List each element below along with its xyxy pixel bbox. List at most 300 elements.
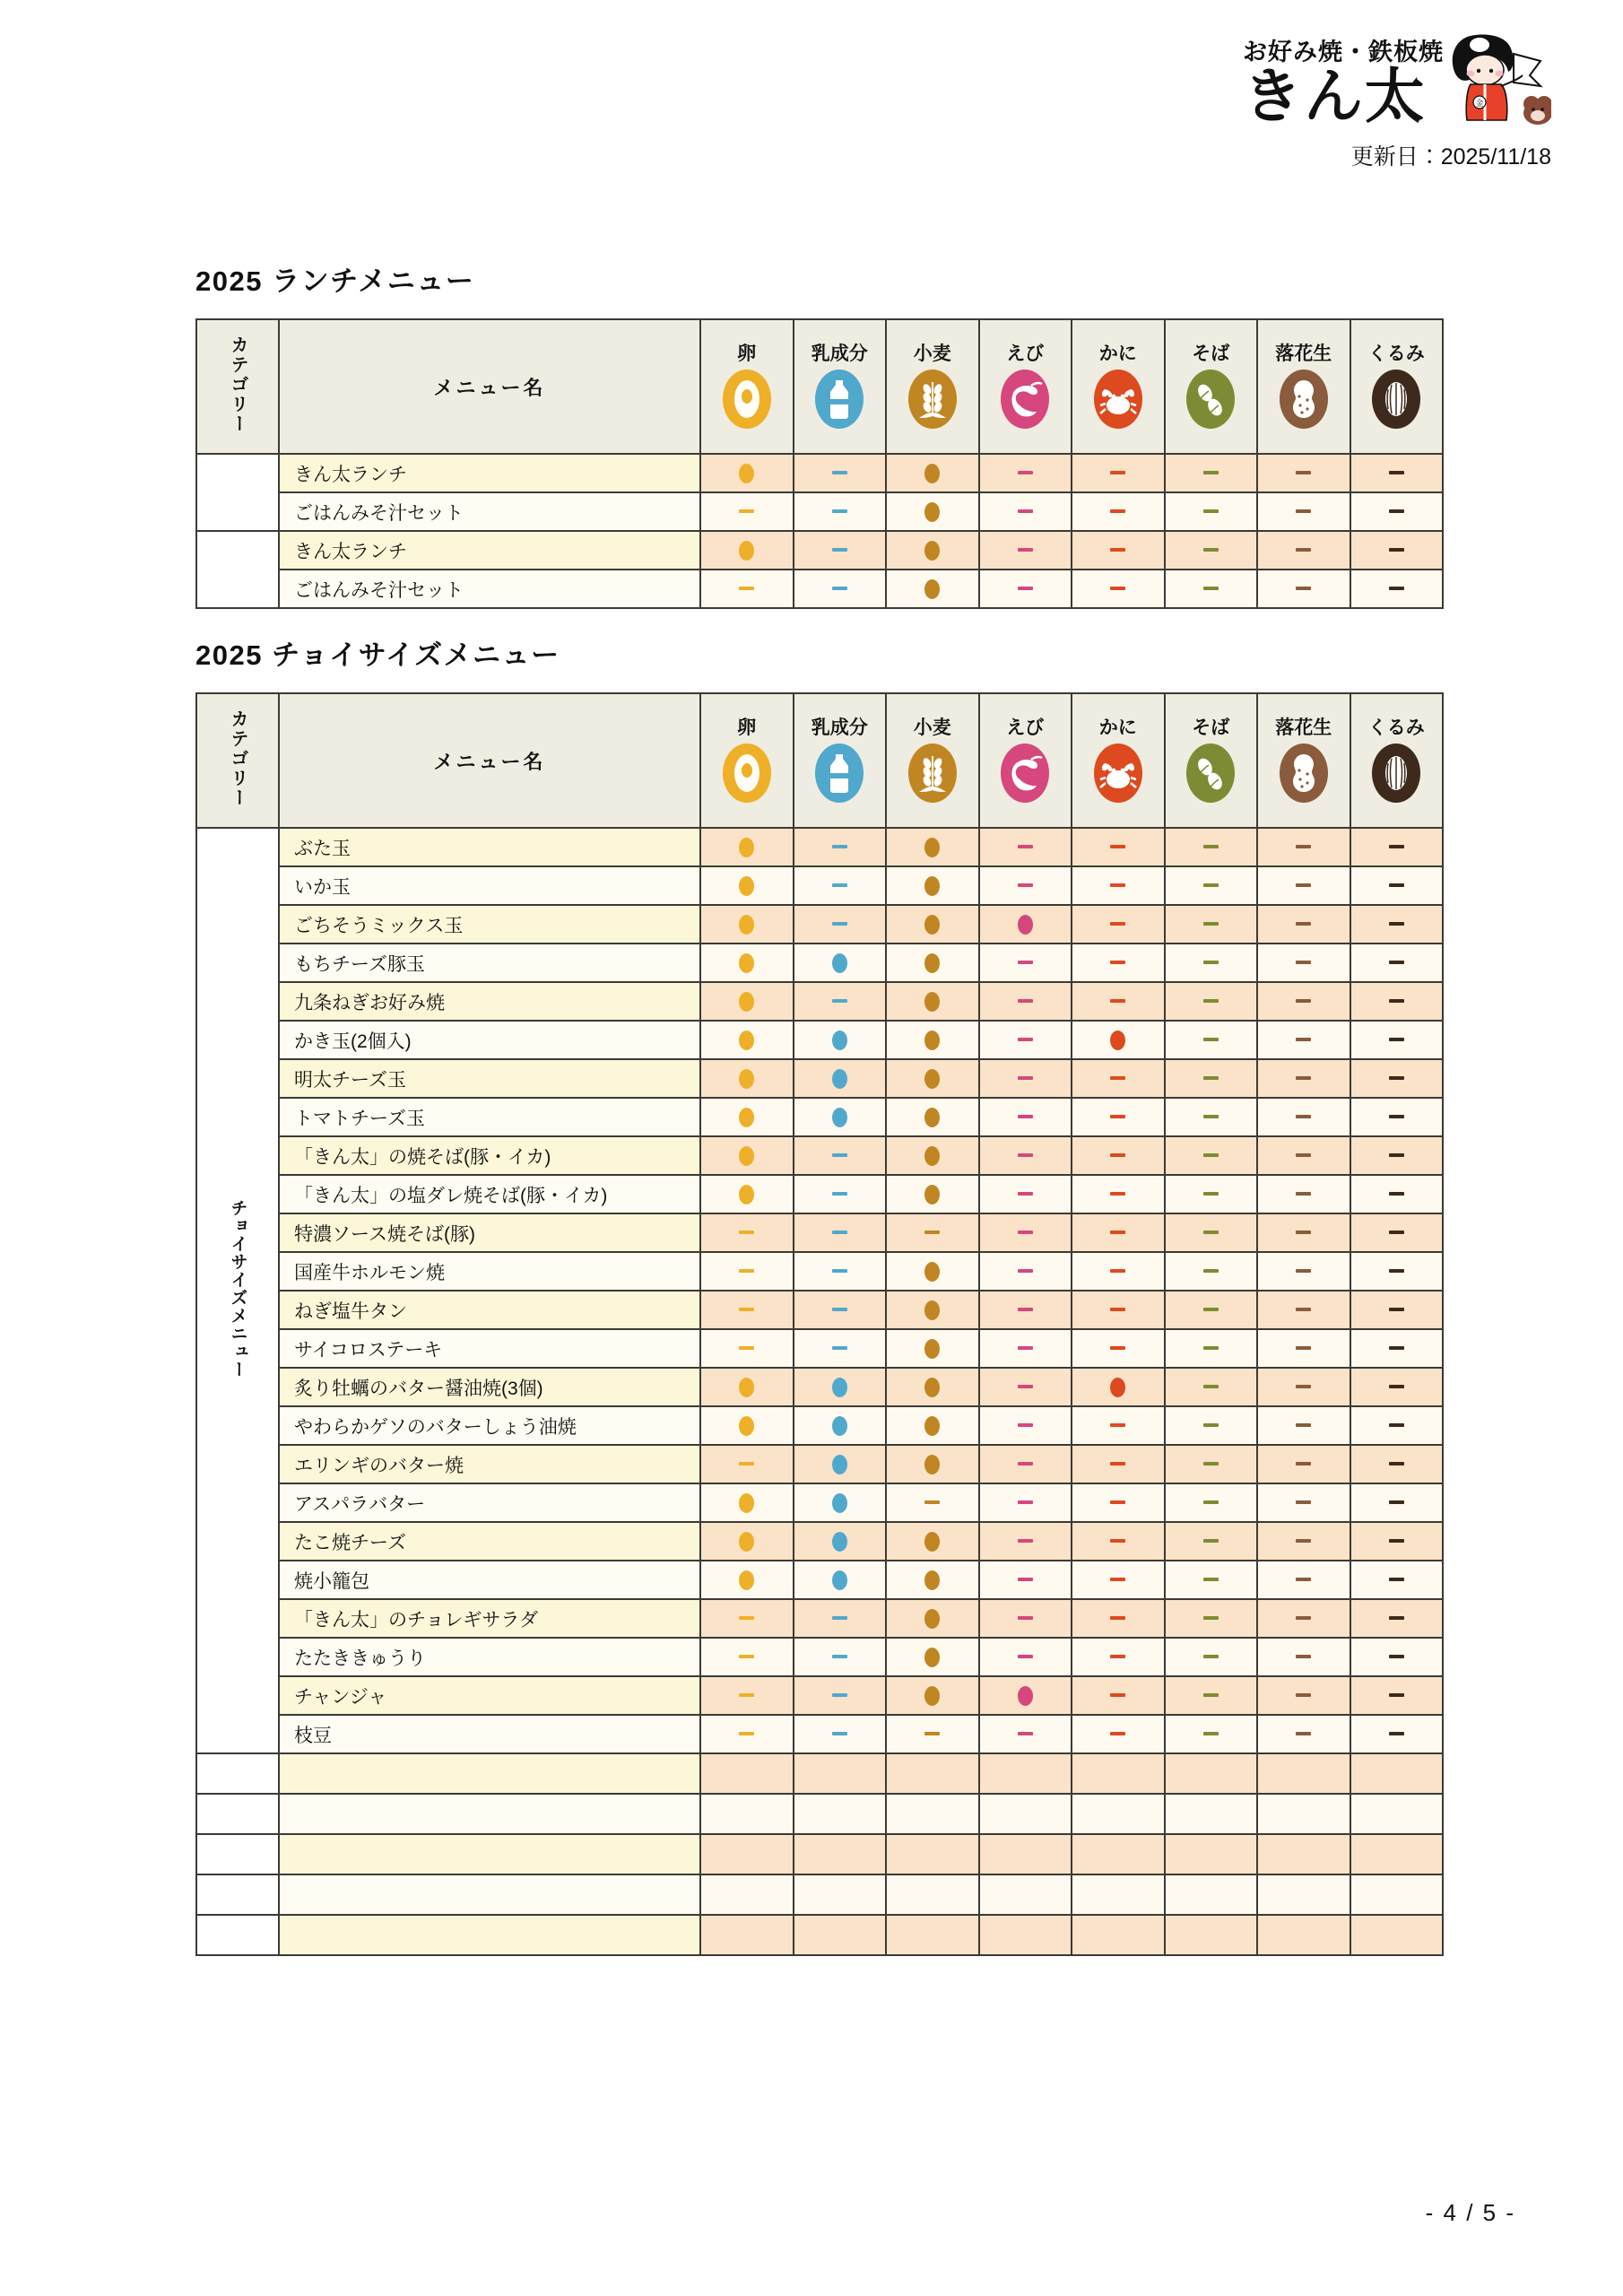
allergen-mark-cell xyxy=(1257,982,1350,1021)
allergen-mark-cell xyxy=(1165,1368,1258,1406)
allergen-mark-cell-empty xyxy=(1072,1753,1165,1794)
allergen-mark-cell xyxy=(1165,1291,1258,1329)
category-cell xyxy=(196,828,279,1753)
allergen-present-dot xyxy=(832,1069,847,1089)
allergen-mark-cell xyxy=(1072,1175,1165,1213)
menu-name-cell: 特濃ソース焼そば(豚) xyxy=(279,1213,700,1252)
allergen-mark-cell xyxy=(1165,531,1258,570)
allergen-absent-dash xyxy=(1018,883,1033,887)
allergen-absent-dash xyxy=(1203,1539,1219,1543)
allergen-mark-cell xyxy=(1350,828,1444,866)
allergen-present-dot xyxy=(739,915,754,935)
allergen-present-dot xyxy=(739,953,754,973)
allergen-mark-cell xyxy=(979,570,1072,608)
allergen-absent-dash xyxy=(1296,1732,1311,1735)
allergen-absent-dash xyxy=(1018,1732,1033,1735)
allergen-mark-cell xyxy=(700,1483,794,1522)
allergen-present-dot xyxy=(924,1686,940,1706)
allergen-mark-cell xyxy=(1257,1175,1350,1213)
allergen-mark-cell-empty xyxy=(886,1874,979,1915)
allergen-absent-dash xyxy=(1296,548,1311,552)
allergen-name-3: えび xyxy=(1006,344,1045,364)
menu-name-cell: 「きん太」の焼そば(豚・イカ) xyxy=(279,1136,700,1175)
allergen-mark-cell xyxy=(979,1445,1072,1483)
allergen-absent-dash xyxy=(1203,1462,1219,1465)
allergen-mark-cell-empty xyxy=(886,1915,979,1955)
table-row xyxy=(196,1136,1443,1175)
allergen-mark-cell xyxy=(700,1368,794,1406)
menu-name-cell: たたききゅうり xyxy=(279,1638,700,1676)
milk-icon xyxy=(815,370,864,429)
allergen-mark-cell xyxy=(1257,1213,1350,1252)
column-header-allergen-4 xyxy=(1072,693,1165,828)
allergen-absent-dash xyxy=(1296,961,1311,964)
allergen-mark-cell-empty xyxy=(1257,1834,1350,1874)
allergen-mark-cell-empty xyxy=(700,1753,794,1794)
allergen-mark-cell xyxy=(1257,1638,1350,1676)
crab-icon xyxy=(1094,744,1142,803)
allergen-mark-cell xyxy=(1257,1252,1350,1291)
allergen-mark-cell xyxy=(794,1522,887,1561)
table-row xyxy=(196,1483,1443,1522)
allergen-present-dot xyxy=(739,876,754,896)
allergen-present-dot xyxy=(832,1378,847,1397)
allergen-mark-cell xyxy=(794,1021,887,1059)
allergen-mark-cell xyxy=(794,531,887,570)
allergen-mark-cell xyxy=(886,1291,979,1329)
allergen-absent-dash xyxy=(1389,548,1404,552)
allergen-absent-dash xyxy=(1203,1423,1219,1427)
allergen-present-dot xyxy=(924,1339,940,1359)
allergen-name-6: 落花生 xyxy=(1275,718,1332,738)
allergen-present-dot xyxy=(832,1455,847,1474)
allergen-mark-cell xyxy=(700,1676,794,1715)
allergen-mark-cell xyxy=(886,1252,979,1291)
shrimp-icon xyxy=(1001,370,1049,429)
allergen-absent-dash xyxy=(832,845,847,848)
allergen-mark-cell xyxy=(1072,492,1165,531)
allergen-absent-dash xyxy=(739,1269,754,1273)
allergen-present-dot xyxy=(924,1570,940,1590)
allergen-absent-dash xyxy=(1389,1192,1404,1196)
column-header-allergen-6 xyxy=(1257,319,1350,454)
allergen-mark-cell xyxy=(886,1522,979,1561)
allergen-mark-cell xyxy=(700,1329,794,1368)
menu-name-cell-empty xyxy=(279,1753,700,1794)
allergen-absent-dash xyxy=(1203,1038,1219,1041)
allergen-absent-dash xyxy=(1389,1269,1404,1273)
allergen-absent-dash xyxy=(1296,1500,1311,1504)
allergen-mark-cell-empty xyxy=(700,1874,794,1915)
svg-text:金: 金 xyxy=(1475,100,1484,109)
allergen-mark-cell xyxy=(979,1676,1072,1715)
allergen-absent-dash xyxy=(1018,1346,1033,1350)
allergen-absent-dash xyxy=(832,1192,847,1196)
allergen-absent-dash xyxy=(1018,1539,1033,1543)
allergen-mark-cell xyxy=(1165,1406,1258,1445)
allergen-mark-cell xyxy=(794,1059,887,1098)
allergen-mark-cell xyxy=(979,1291,1072,1329)
allergen-mark-cell xyxy=(1350,1329,1444,1368)
allergen-mark-cell xyxy=(1350,1522,1444,1561)
table-body-choi xyxy=(196,828,1443,1955)
allergen-absent-dash xyxy=(832,999,847,1003)
allergen-mark-cell-empty xyxy=(1350,1753,1444,1794)
allergen-mark-cell xyxy=(886,454,979,492)
allergen-absent-dash xyxy=(1296,1076,1311,1080)
allergen-absent-dash xyxy=(1018,999,1033,1003)
column-header-allergen-3 xyxy=(979,319,1072,454)
allergen-absent-dash xyxy=(1018,1115,1033,1118)
allergen-absent-dash xyxy=(1296,1038,1311,1041)
allergen-absent-dash xyxy=(1203,999,1219,1003)
allergen-absent-dash xyxy=(739,509,754,513)
allergen-absent-dash xyxy=(1203,1231,1219,1234)
allergen-mark-cell xyxy=(1165,1676,1258,1715)
allergen-mark-cell xyxy=(886,570,979,608)
allergen-mark-cell xyxy=(700,1059,794,1098)
allergen-mark-cell xyxy=(979,531,1072,570)
allergen-absent-dash xyxy=(832,883,847,887)
allergen-present-dot xyxy=(739,541,754,561)
menu-name-cell: アスパラバター xyxy=(279,1483,700,1522)
allergen-mark-cell xyxy=(886,1329,979,1368)
allergen-present-dot xyxy=(924,1185,940,1205)
allergen-mark-cell xyxy=(1257,1406,1350,1445)
menu-name-cell: ねぎ塩牛タン xyxy=(279,1291,700,1329)
allergen-mark-cell xyxy=(794,1406,887,1445)
allergen-absent-dash xyxy=(1018,1462,1033,1465)
allergen-absent-dash xyxy=(1110,845,1125,848)
allergen-absent-dash xyxy=(1110,883,1125,887)
category-cell-empty xyxy=(196,1834,279,1874)
allergen-mark-cell xyxy=(1072,1599,1165,1638)
allergen-absent-dash xyxy=(1389,1423,1404,1427)
allergen-mark-cell xyxy=(700,1445,794,1483)
allergen-mark-cell xyxy=(1257,905,1350,944)
allergen-mark-cell xyxy=(1257,1021,1350,1059)
allergen-mark-cell xyxy=(1350,1599,1444,1638)
allergen-mark-cell-empty xyxy=(886,1794,979,1834)
allergen-present-dot xyxy=(924,541,940,561)
table-row xyxy=(196,1291,1443,1329)
allergen-present-dot xyxy=(832,1532,847,1552)
allergen-mark-cell xyxy=(979,944,1072,982)
menu-name-cell: かき玉(2個入) xyxy=(279,1021,700,1059)
allergen-mark-cell xyxy=(1257,1445,1350,1483)
allergen-mark-cell xyxy=(794,1213,887,1252)
allergen-absent-dash xyxy=(832,1655,847,1658)
allergen-present-dot xyxy=(924,1609,940,1629)
allergen-name-2: 小麦 xyxy=(913,718,951,738)
menu-name-cell-empty xyxy=(279,1874,700,1915)
allergen-mark-cell xyxy=(1350,1445,1444,1483)
allergen-mark-cell-empty xyxy=(1165,1834,1258,1874)
allergen-mark-cell xyxy=(1350,1059,1444,1098)
milk-icon xyxy=(815,744,864,803)
allergen-present-dot xyxy=(924,1532,940,1552)
allergen-table-choi xyxy=(195,692,1444,1956)
allergen-mark-cell-empty xyxy=(1257,1794,1350,1834)
menu-name-cell-empty xyxy=(279,1794,700,1834)
menu-name-cell: きん太ランチ xyxy=(279,531,700,570)
category-cell-empty xyxy=(196,1915,279,1955)
allergen-name-4: かに xyxy=(1098,718,1137,738)
column-header-category-label: カテゴリー xyxy=(228,335,247,434)
allergen-present-dot xyxy=(924,1031,940,1050)
allergen-absent-dash xyxy=(1203,1616,1219,1620)
allergen-absent-dash xyxy=(1203,883,1219,887)
allergen-mark-cell xyxy=(1257,492,1350,531)
allergen-mark-cell xyxy=(1257,866,1350,905)
allergen-absent-dash xyxy=(1296,1423,1311,1427)
table-row xyxy=(196,1059,1443,1098)
allergen-mark-cell xyxy=(979,1329,1072,1368)
allergen-present-dot xyxy=(1018,915,1033,935)
allergen-absent-dash xyxy=(1296,587,1311,590)
allergen-mark-cell xyxy=(794,828,887,866)
allergen-mark-cell xyxy=(979,1213,1072,1252)
allergen-mark-cell xyxy=(1165,1483,1258,1522)
allergen-mark-cell xyxy=(1165,828,1258,866)
allergen-mark-cell xyxy=(794,1561,887,1599)
peanut-icon xyxy=(1280,744,1328,803)
allergen-mark-cell xyxy=(794,1136,887,1175)
allergen-mark-cell xyxy=(1072,531,1165,570)
allergen-absent-dash xyxy=(1203,1732,1219,1735)
allergen-mark-cell xyxy=(1165,454,1258,492)
table-row xyxy=(196,1561,1443,1599)
allergen-mark-cell xyxy=(886,1715,979,1753)
column-header-menu-name xyxy=(279,693,700,828)
allergen-mark-cell xyxy=(1165,1136,1258,1175)
allergen-mark-cell xyxy=(700,1213,794,1252)
allergen-mark-cell-empty xyxy=(794,1794,887,1834)
allergen-present-dot xyxy=(832,1493,847,1513)
allergen-absent-dash xyxy=(1389,1385,1404,1388)
allergen-mark-cell xyxy=(979,1252,1072,1291)
allergen-absent-dash xyxy=(1389,509,1404,513)
allergen-absent-dash xyxy=(1389,1462,1404,1465)
allergen-mark-cell xyxy=(700,1522,794,1561)
allergen-mark-cell xyxy=(886,828,979,866)
allergen-mark-cell-empty xyxy=(1350,1794,1444,1834)
allergen-mark-cell xyxy=(979,828,1072,866)
menu-name-cell: 九条ねぎお好み焼 xyxy=(279,982,700,1021)
walnut-icon xyxy=(1372,370,1420,429)
allergen-mark-cell xyxy=(1350,570,1444,608)
menu-name-cell: やわらかゲソのバターしょう油焼 xyxy=(279,1406,700,1445)
table-row xyxy=(196,1445,1443,1483)
allergen-mark-cell xyxy=(1350,1638,1444,1676)
menu-name-cell: 明太チーズ玉 xyxy=(279,1059,700,1098)
allergen-mark-cell xyxy=(1350,492,1444,531)
allergen-mark-cell xyxy=(1165,492,1258,531)
allergen-mark-cell-empty xyxy=(1350,1874,1444,1915)
menu-name-cell: チャンジャ xyxy=(279,1676,700,1715)
allergen-mark-cell xyxy=(1165,1445,1258,1483)
allergen-absent-dash xyxy=(1203,1693,1219,1697)
column-header-allergen-2 xyxy=(886,319,979,454)
category-cell-empty xyxy=(196,1794,279,1834)
allergen-absent-dash xyxy=(1389,1693,1404,1697)
allergen-absent-dash xyxy=(1110,548,1125,552)
allergen-absent-dash xyxy=(1203,1076,1219,1080)
allergen-mark-cell xyxy=(1350,1098,1444,1136)
buckwheat-icon xyxy=(1186,744,1235,803)
allergen-mark-cell xyxy=(1165,1059,1258,1098)
allergen-absent-dash xyxy=(1389,471,1404,474)
allergen-mark-cell xyxy=(1257,1136,1350,1175)
allergen-absent-dash xyxy=(1296,1385,1311,1388)
allergen-present-dot xyxy=(924,876,940,896)
allergen-mark-cell xyxy=(886,905,979,944)
allergen-absent-dash xyxy=(1018,548,1033,552)
allergen-absent-dash xyxy=(1296,999,1311,1003)
allergen-mark-cell xyxy=(700,905,794,944)
allergen-mark-cell xyxy=(700,454,794,492)
allergen-mark-cell xyxy=(1072,1329,1165,1368)
table-row-empty xyxy=(196,1753,1443,1794)
allergen-mark-cell xyxy=(979,1175,1072,1213)
allergen-mark-cell-empty xyxy=(979,1834,1072,1874)
allergen-mark-cell xyxy=(794,1098,887,1136)
allergen-absent-dash xyxy=(1110,1732,1125,1735)
allergen-absent-dash xyxy=(832,1693,847,1697)
allergen-mark-cell xyxy=(886,1213,979,1252)
wheat-icon xyxy=(908,744,957,803)
allergen-absent-dash xyxy=(1389,1616,1404,1620)
allergen-absent-dash xyxy=(832,1732,847,1735)
allergen-mark-cell xyxy=(1165,1329,1258,1368)
allergen-mark-cell xyxy=(794,1368,887,1406)
allergen-present-dot xyxy=(739,1146,754,1166)
allergen-absent-dash xyxy=(1296,1539,1311,1543)
allergen-mark-cell xyxy=(979,1136,1072,1175)
allergen-mark-cell xyxy=(794,1715,887,1753)
allergen-mark-cell xyxy=(794,905,887,944)
allergen-mark-cell-empty xyxy=(1165,1753,1258,1794)
allergen-mark-cell xyxy=(1072,1252,1165,1291)
allergen-mark-cell xyxy=(1072,1406,1165,1445)
wheat-icon xyxy=(908,370,957,429)
allergen-mark-cell xyxy=(1257,1329,1350,1368)
allergen-absent-dash xyxy=(1203,1192,1219,1196)
allergen-absent-dash xyxy=(832,509,847,513)
allergen-absent-dash xyxy=(832,1616,847,1620)
page-header xyxy=(0,0,1623,215)
allergen-absent-dash xyxy=(832,587,847,590)
allergen-mark-cell xyxy=(794,1599,887,1638)
allergen-absent-dash xyxy=(1389,845,1404,848)
allergen-absent-dash xyxy=(1018,1616,1033,1620)
allergen-mark-cell xyxy=(979,1715,1072,1753)
table-row xyxy=(196,1676,1443,1715)
allergen-absent-dash xyxy=(1203,1153,1219,1157)
allergen-mark-cell-empty xyxy=(979,1874,1072,1915)
peanut-icon xyxy=(1280,370,1328,429)
allergen-absent-dash xyxy=(1018,587,1033,590)
allergen-present-dot xyxy=(739,1108,754,1127)
table-row-empty xyxy=(196,1915,1443,1955)
allergen-mark-cell xyxy=(794,1638,887,1676)
allergen-mark-cell-empty xyxy=(1072,1874,1165,1915)
table-row xyxy=(196,944,1443,982)
menu-name-cell: ごちそうミックス玉 xyxy=(279,905,700,944)
menu-name-cell-empty xyxy=(279,1834,700,1874)
allergen-mark-cell xyxy=(979,1638,1072,1676)
allergen-mark-cell-empty xyxy=(886,1753,979,1794)
allergen-name-1: 乳成分 xyxy=(811,718,868,738)
allergen-absent-dash xyxy=(1018,1385,1033,1388)
section-title-lunch: 2025 ランチメニュー xyxy=(195,265,475,297)
category-label: チョイサイズメニュー xyxy=(228,1198,247,1378)
allergen-mark-cell xyxy=(1350,866,1444,905)
logo-name: きん太 xyxy=(1243,62,1426,129)
table-row xyxy=(196,982,1443,1021)
allergen-absent-dash xyxy=(1110,1076,1125,1080)
shrimp-icon xyxy=(1001,744,1049,803)
allergen-mark-cell xyxy=(700,1406,794,1445)
allergen-mark-cell xyxy=(1072,1445,1165,1483)
allergen-absent-dash xyxy=(739,1616,754,1620)
allergen-absent-dash xyxy=(1296,1231,1311,1234)
allergen-absent-dash xyxy=(1018,1578,1033,1581)
allergen-mark-cell xyxy=(1257,531,1350,570)
allergen-absent-dash xyxy=(739,1655,754,1658)
allergen-mark-cell xyxy=(1165,1213,1258,1252)
allergen-mark-cell xyxy=(1072,944,1165,982)
column-header-category xyxy=(196,693,279,828)
menu-name-cell: トマトチーズ玉 xyxy=(279,1098,700,1136)
menu-name-cell: 枝豆 xyxy=(279,1715,700,1753)
allergen-mark-cell xyxy=(886,531,979,570)
allergen-absent-dash xyxy=(1203,1308,1219,1311)
allergen-mark-cell xyxy=(886,1368,979,1406)
allergen-absent-dash xyxy=(1296,883,1311,887)
allergen-absent-dash xyxy=(832,1269,847,1273)
table-row xyxy=(196,1213,1443,1252)
allergen-absent-dash xyxy=(1296,509,1311,513)
allergen-mark-cell xyxy=(886,982,979,1021)
allergen-mark-cell xyxy=(1072,1483,1165,1522)
allergen-name-4: かに xyxy=(1098,344,1137,364)
allergen-mark-cell xyxy=(794,1483,887,1522)
allergen-mark-cell xyxy=(886,1676,979,1715)
allergen-present-dot xyxy=(832,1108,847,1127)
table-row xyxy=(196,905,1443,944)
allergen-mark-cell xyxy=(1257,454,1350,492)
table-row xyxy=(196,1175,1443,1213)
allergen-name-3: えび xyxy=(1006,718,1045,738)
allergen-mark-cell xyxy=(1257,1483,1350,1522)
allergen-mark-cell xyxy=(794,982,887,1021)
allergen-mark-cell xyxy=(1350,1252,1444,1291)
allergen-present-dot xyxy=(924,502,940,522)
allergen-absent-dash xyxy=(1203,1115,1219,1118)
allergen-mark-cell xyxy=(1072,866,1165,905)
allergen-mark-cell xyxy=(700,1136,794,1175)
allergen-absent-dash xyxy=(1296,1616,1311,1620)
table-row xyxy=(196,1715,1443,1753)
allergen-absent-dash xyxy=(1018,1038,1033,1041)
allergen-absent-dash xyxy=(1203,548,1219,552)
table-row xyxy=(196,1638,1443,1676)
allergen-mark-cell xyxy=(700,1715,794,1753)
allergen-absent-dash xyxy=(1389,999,1404,1003)
allergen-mark-cell xyxy=(700,1252,794,1291)
section-title-choi: 2025 チョイサイズメニュー xyxy=(195,639,560,671)
